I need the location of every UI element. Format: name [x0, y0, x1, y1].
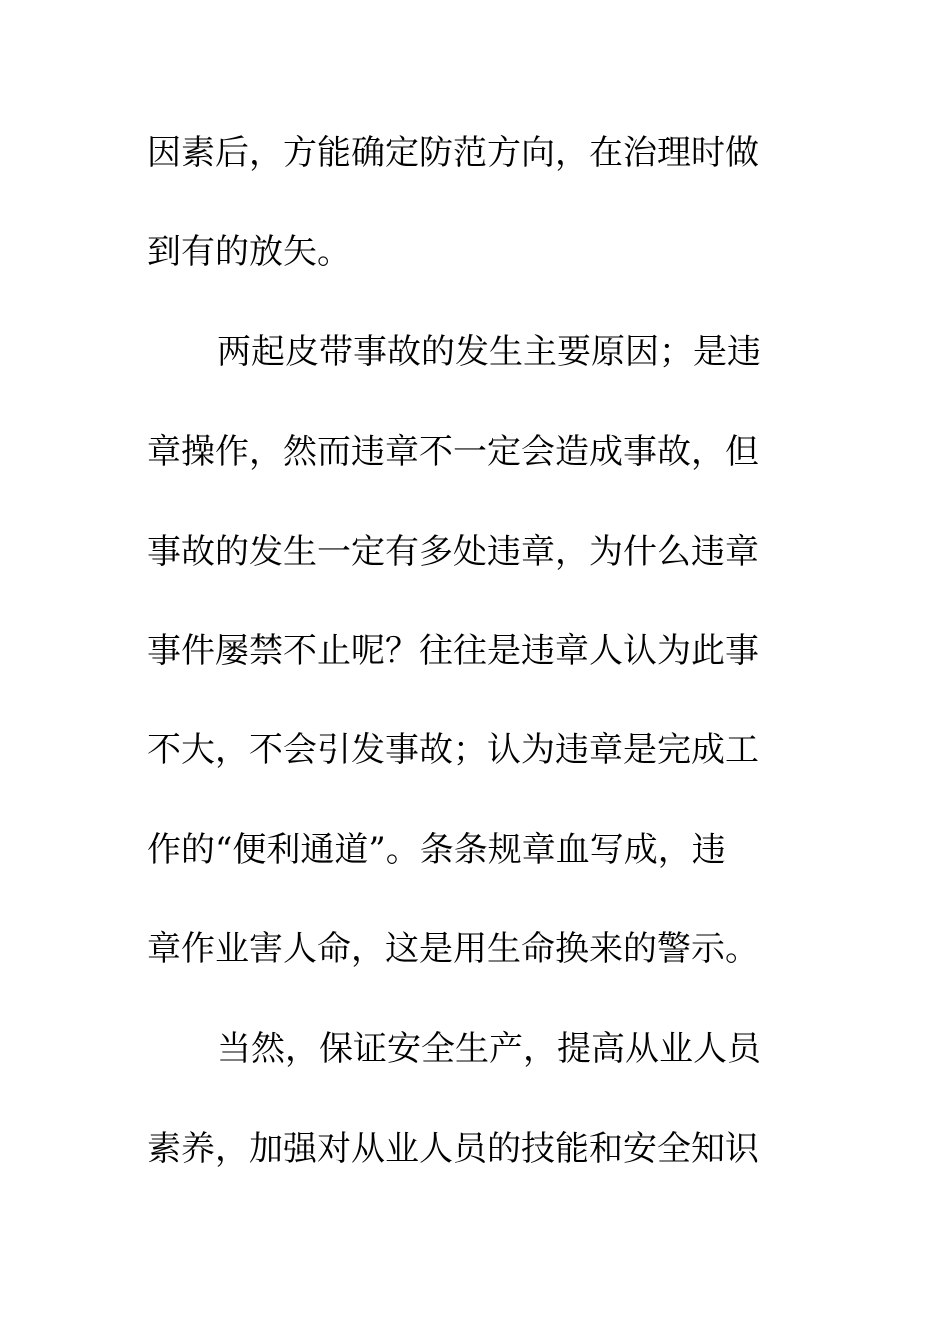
text-line: 素养，加强对从业人员的技能和安全知识: [147, 1129, 759, 1169]
text-line: 因素后，方能确定防范方向，在治理时做: [147, 133, 759, 173]
text-line: 章操作，然而违章不一定会造成事故，但: [147, 432, 759, 472]
text-line: 事件屡禁不止呢？往往是违章人认为此事: [147, 631, 759, 671]
text-line: 作的“便利通道”。条条规章血写成，违: [147, 830, 726, 870]
text-line: 章作业害人命，这是用生命换来的警示。: [147, 929, 759, 969]
paragraph-start-line: 当然，保证安全生产，提高从业人员: [217, 1029, 761, 1069]
text-line: 事故的发生一定有多处违章，为什么违章: [147, 532, 759, 572]
text-line: 到有的放矢。: [147, 232, 351, 272]
text-line: 不大，不会引发事故；认为违章是完成工: [147, 730, 759, 770]
paragraph-start-line: 两起皮带事故的发生主要原因；是违: [217, 332, 761, 372]
